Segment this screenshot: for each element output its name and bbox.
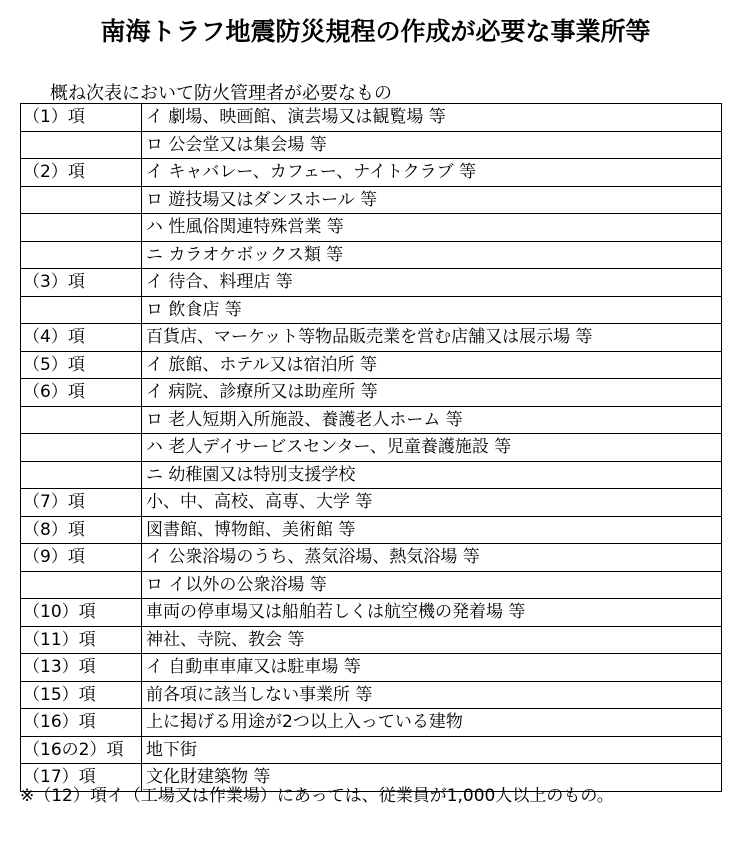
category-cell: （1）項	[21, 104, 142, 132]
category-cell: （17）項	[21, 764, 142, 792]
description-cell: ロ 公会堂又は集会場 等	[142, 131, 722, 159]
category-cell: （4）項	[21, 324, 142, 352]
description-cell: イ キャバレー、カフェー、ナイトクラブ 等	[142, 159, 722, 187]
table-row	[21, 434, 722, 462]
category-cell	[21, 296, 142, 324]
table-row	[21, 241, 722, 269]
category-cell	[21, 406, 142, 434]
description-cell: イ 病院、診療所又は助産所 等	[142, 379, 722, 407]
category-cell	[21, 571, 142, 599]
table-row	[21, 186, 722, 214]
table-row	[21, 599, 722, 627]
description-cell: ニ 幼稚園又は特別支援学校	[142, 461, 722, 489]
table-row	[21, 681, 722, 709]
table-row	[21, 351, 722, 379]
category-cell: （13）項	[21, 654, 142, 682]
table-row	[21, 379, 722, 407]
table-row	[21, 131, 722, 159]
table-row	[21, 544, 722, 572]
description-cell: 百貨店、マーケット等物品販売業を営む店舗又は展示場 等	[142, 324, 722, 352]
category-cell: （5）項	[21, 351, 142, 379]
table-row	[21, 296, 722, 324]
category-cell: （6）項	[21, 379, 142, 407]
description-cell: 小、中、高校、高専、大学 等	[142, 489, 722, 517]
description-cell: 地下街	[142, 736, 722, 764]
description-cell: イ 待合、料理店 等	[142, 269, 722, 297]
description-cell: ロ イ以外の公衆浴場 等	[142, 571, 722, 599]
description-cell: 図書館、博物館、美術館 等	[142, 516, 722, 544]
category-cell: （9）項	[21, 544, 142, 572]
description-cell: ロ 遊技場又はダンスホール 等	[142, 186, 722, 214]
table-subtitle: 概ね次表において防火管理者が必要なもの	[50, 83, 392, 104]
category-cell: （16）項	[21, 709, 142, 737]
category-cell: （8）項	[21, 516, 142, 544]
description-cell: 上に掲げる用途が2つ以上入っている建物	[142, 709, 722, 737]
description-cell: イ 劇場、映画館、演芸場又は観覧場 等	[142, 104, 722, 132]
page-title: 南海トラフ地震防災規程の作成が必要な事業所等	[100, 17, 651, 46]
category-cell: （10）項	[21, 599, 142, 627]
table-row	[21, 736, 722, 764]
table-body	[21, 104, 722, 792]
category-cell	[21, 241, 142, 269]
establishment-table	[20, 103, 722, 792]
table-row	[21, 489, 722, 517]
category-cell	[21, 434, 142, 462]
description-cell: 文化財建築物 等	[142, 764, 722, 792]
table-row	[21, 709, 722, 737]
table-row	[21, 654, 722, 682]
category-cell: （7）項	[21, 489, 142, 517]
table-row	[21, 324, 722, 352]
category-cell: （3）項	[21, 269, 142, 297]
category-cell	[21, 131, 142, 159]
table-row	[21, 269, 722, 297]
category-cell	[21, 214, 142, 242]
category-cell	[21, 461, 142, 489]
footnote: ※（12）項イ（工場又は作業場）にあっては、従業員が1,000人以上のもの。	[20, 786, 614, 806]
category-cell: （15）項	[21, 681, 142, 709]
table-row	[21, 461, 722, 489]
description-cell: 神社、寺院、教会 等	[142, 626, 722, 654]
table-row	[21, 406, 722, 434]
description-cell: イ 旅館、ホテル又は宿泊所 等	[142, 351, 722, 379]
description-cell: ハ 老人デイサービスセンター、児童養護施設 等	[142, 434, 722, 462]
table-row	[21, 571, 722, 599]
description-cell: ロ 飲食店 等	[142, 296, 722, 324]
table-row	[21, 104, 722, 132]
description-cell: イ 自動車車庫又は駐車場 等	[142, 654, 722, 682]
description-cell: ロ 老人短期入所施設、養護老人ホーム 等	[142, 406, 722, 434]
table-row	[21, 626, 722, 654]
category-cell: （2）項	[21, 159, 142, 187]
category-cell: （11）項	[21, 626, 142, 654]
table-row	[21, 159, 722, 187]
category-cell	[21, 186, 142, 214]
category-cell: （16の2）項	[21, 736, 142, 764]
table-row	[21, 214, 722, 242]
description-cell: イ 公衆浴場のうち、蒸気浴場、熱気浴場 等	[142, 544, 722, 572]
description-cell: ニ カラオケボックス類 等	[142, 241, 722, 269]
table-row	[21, 516, 722, 544]
description-cell: ハ 性風俗関連特殊営業 等	[142, 214, 722, 242]
description-cell: 前各項に該当しない事業所 等	[142, 681, 722, 709]
description-cell: 車両の停車場又は船舶若しくは航空機の発着場 等	[142, 599, 722, 627]
